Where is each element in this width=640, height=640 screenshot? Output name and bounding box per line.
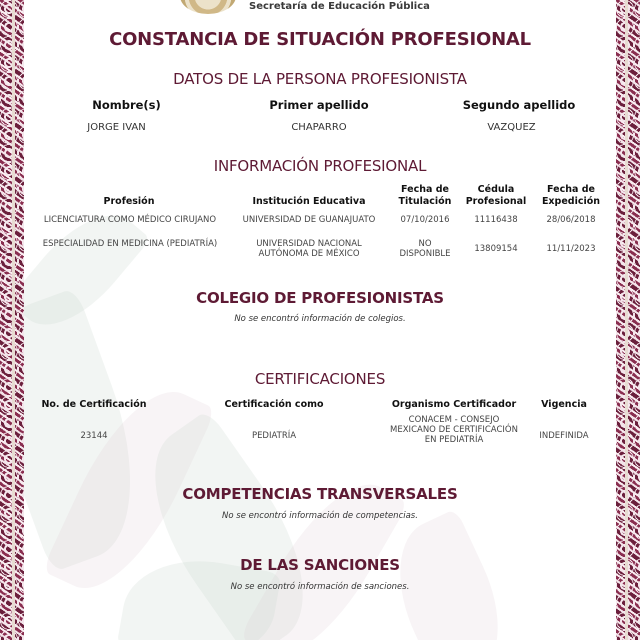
section-title-colegio: COLEGIO DE PROFESIONISTAS xyxy=(196,289,444,307)
cell-fecha-expedicion: 11/11/2023 xyxy=(546,244,596,254)
section-title-competencias: COMPETENCIAS TRANSVERSALES xyxy=(182,485,458,503)
label-primer-apellido: Primer apellido xyxy=(269,98,369,112)
empty-message-colegio: No se encontró información de colegios. xyxy=(234,314,406,324)
cell-cedula: 13809154 xyxy=(474,244,518,254)
value-nombres: JORGE IVAN xyxy=(87,122,146,133)
cell-fecha-titulacion: 07/10/2016 xyxy=(400,215,450,225)
label-segundo-apellido: Segundo apellido xyxy=(462,98,576,112)
cell-numero: 23144 xyxy=(80,431,108,441)
section-title-certificaciones: CERTIFICACIONES xyxy=(254,370,386,388)
cell-profesion: LICENCIATURA COMO MÉDICO CIRUJANO xyxy=(43,215,217,225)
cell-fecha-titulacion: NO DISPONIBLE xyxy=(399,239,451,259)
col-institucion: Institución Educativa xyxy=(252,196,366,207)
cell-fecha-expedicion: 28/06/2018 xyxy=(546,215,596,225)
institution-name: Secretaría de Educación Pública xyxy=(249,1,430,12)
decorative-border-right xyxy=(616,0,640,640)
document-title: CONSTANCIA DE SITUACIÓN PROFESIONAL xyxy=(109,29,531,50)
cell-cedula: 11116438 xyxy=(474,215,518,225)
cell-organismo: CONACEM - CONSEJO MEXICANO DE CERTIFICACIÓN EN PEDIATRÍA xyxy=(390,415,518,445)
cell-institucion: UNIVERSIDAD NACIONAL AUTÓNOMA DE MÉXICO xyxy=(256,239,362,259)
value-primer-apellido: CHAPARRO xyxy=(291,122,347,133)
cell-institucion: UNIVERSIDAD DE GUANAJUATO xyxy=(242,215,376,225)
cell-certificacion: PEDIATRÍA xyxy=(251,431,297,441)
document-header xyxy=(24,0,616,16)
cell-vigencia: INDEFINIDA xyxy=(539,431,589,441)
col-organismo: Organismo Certificador xyxy=(391,399,517,410)
col-profesion: Profesión xyxy=(103,196,155,207)
value-segundo-apellido: VAZQUEZ xyxy=(487,122,536,133)
mexico-coat-of-arms-icon xyxy=(180,0,236,14)
section-title-sanciones: DE LAS SANCIONES xyxy=(240,556,400,574)
col-fecha-expedicion: Fecha de Expedición xyxy=(541,184,601,207)
empty-message-sanciones: No se encontró información de sanciones. xyxy=(230,582,410,592)
col-vigencia: Vigencia xyxy=(541,399,587,410)
col-fecha-titulacion: Fecha de Titulación xyxy=(398,184,452,207)
document-page xyxy=(24,0,616,640)
col-no-certificacion: No. de Certificación xyxy=(41,399,147,410)
col-certificacion-como: Certificación como xyxy=(224,399,324,410)
empty-message-competencias: No se encontró información de competencias. xyxy=(222,511,418,521)
label-nombres: Nombre(s) xyxy=(92,98,161,112)
section-title-professional: INFORMACIÓN PROFESIONAL xyxy=(213,157,427,175)
col-cedula: Cédula Profesional xyxy=(465,184,527,207)
decorative-border-left xyxy=(0,0,24,640)
section-title-personal: DATOS DE LA PERSONA PROFESIONISTA xyxy=(173,70,467,88)
cell-profesion: ESPECIALIDAD EN MEDICINA (PEDIATRÍA) xyxy=(42,239,218,249)
